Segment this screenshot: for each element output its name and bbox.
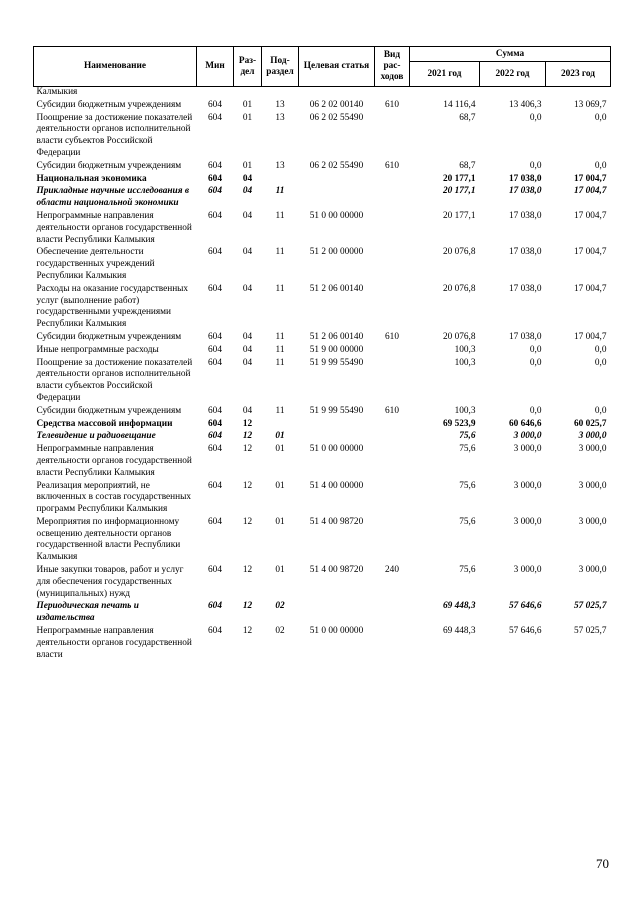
row-razdel: 12	[242, 626, 253, 637]
row-celevaya-statya	[299, 174, 375, 187]
row-sum-2021: 20 177,1	[442, 210, 476, 221]
row-sum-2023: 0,0	[594, 405, 607, 416]
row-sum-2021: 75,6	[459, 444, 476, 455]
row-vid-raskhodov	[375, 431, 410, 444]
row-sum-2022: 3 000,0	[513, 480, 542, 491]
header-name: Наименование	[34, 47, 197, 87]
row-sum-2021: 14 116,4	[443, 99, 476, 110]
row-vid-raskhodov	[375, 481, 410, 517]
row-sum-2022: 3 000,0	[513, 444, 542, 455]
row-sum-2021: 69 448,3	[442, 626, 476, 637]
row-vid-raskhodov	[375, 186, 410, 211]
table-row	[34, 186, 611, 211]
row-podrazdel: 11	[275, 247, 285, 258]
header-year-2022: 2022 год	[480, 62, 546, 87]
page-number: 70	[596, 856, 609, 871]
table-row	[34, 345, 611, 358]
row-celevaya-statya	[299, 601, 375, 626]
row-sum-2022: 0,0	[529, 112, 542, 123]
row-min: 604	[208, 173, 222, 184]
row-sum-2023: 57 025,7	[573, 601, 607, 612]
table-row	[34, 601, 611, 626]
row-min: 604	[208, 405, 222, 416]
row-vid-raskhodov: 610	[385, 331, 399, 342]
row-podrazdel: 01	[275, 431, 285, 442]
row-sum-2023: 0,0	[594, 160, 607, 171]
row-min: 604	[208, 186, 222, 197]
row-vid-raskhodov	[375, 626, 410, 662]
row-name: Непрограммные направления деятельности органов государственной власти	[36, 626, 192, 660]
row-sum-2021: 20 076,8	[442, 247, 476, 258]
row-razdel: 04	[242, 357, 253, 368]
row-min: 604	[208, 444, 222, 455]
row-celevaya-statya: 51 9 99 55490	[309, 357, 364, 368]
row-min: 604	[208, 210, 222, 221]
row-podrazdel: 01	[275, 480, 285, 491]
row-sum-2023: 13 069,7	[573, 99, 607, 110]
row-razdel: 04	[242, 405, 253, 416]
row-podrazdel: 02	[275, 626, 285, 637]
row-vid-raskhodov	[375, 444, 410, 480]
table-row	[34, 358, 611, 406]
row-razdel: 01	[242, 112, 253, 123]
row-sum-2022: 0,0	[529, 344, 542, 355]
row-min: 604	[208, 247, 222, 258]
row-sum-2022: 17 038,0	[508, 331, 542, 342]
row-sum-2021: 68,7	[459, 160, 476, 171]
row-sum-2023: 17 004,7	[573, 210, 607, 221]
row-vid-raskhodov	[375, 517, 410, 565]
row-razdel: 12	[242, 431, 253, 442]
row-celevaya-statya: 06 2 02 55490	[309, 160, 364, 171]
table-row	[34, 406, 611, 419]
table-row	[34, 174, 611, 187]
budget-table	[33, 46, 611, 662]
row-podrazdel: 13	[275, 160, 285, 171]
table-row	[34, 517, 611, 565]
row-celevaya-statya: 51 9 00 00000	[309, 344, 364, 355]
row-razdel: 12	[242, 516, 253, 527]
row-celevaya-statya	[299, 431, 375, 444]
row-celevaya-statya: 51 2 00 00000	[309, 247, 364, 258]
row-min: 604	[208, 331, 222, 342]
row-sum-2021: 68,7	[459, 112, 476, 123]
row-vid-raskhodov: 610	[385, 405, 399, 416]
row-vid-raskhodov	[375, 345, 410, 358]
row-sum-2021: 75,6	[459, 565, 476, 576]
table-row	[34, 87, 611, 100]
row-sum-2022: 13 406,3	[508, 99, 542, 110]
row-sum-2022: 17 038,0	[508, 283, 542, 294]
row-sum-2021: 75,6	[459, 431, 476, 442]
row-vid-raskhodov: 240	[385, 565, 399, 576]
table-row	[34, 100, 611, 113]
row-razdel: 12	[242, 480, 253, 491]
row-name: Субсидии бюджетным учреждениям	[36, 99, 182, 110]
row-sum-2023: 17 004,7	[573, 173, 607, 184]
row-razdel: 04	[242, 247, 253, 258]
row-min: 604	[208, 480, 222, 491]
row-sum-2022: 0,0	[529, 405, 542, 416]
row-name: Реализация мероприятий, не включенных в состав государственных программ Республики Калмыкия	[36, 480, 192, 515]
row-sum-2022: 0,0	[529, 357, 542, 368]
table-row	[34, 481, 611, 517]
row-sum-2022: 0,0	[529, 160, 542, 171]
table-row	[34, 284, 611, 332]
row-name: Субсидии бюджетным учреждениям	[36, 405, 182, 416]
header-year-2023: 2023 год	[546, 62, 611, 87]
row-sum-2022: 3 000,0	[513, 431, 542, 442]
row-celevaya-statya: 51 0 00 00000	[309, 210, 364, 221]
row-min: 604	[208, 565, 222, 576]
row-min: 604	[208, 357, 222, 368]
row-podrazdel: 01	[275, 565, 285, 576]
row-razdel: 01	[242, 99, 253, 110]
row-razdel: 04	[242, 331, 253, 342]
row-sum-2022: 3 000,0	[513, 516, 542, 527]
row-sum-2021: 20 177,1	[442, 186, 476, 197]
row-vid-raskhodov	[375, 358, 410, 406]
row-min: 604	[208, 344, 222, 355]
row-podrazdel	[262, 419, 299, 432]
table-row	[34, 113, 611, 161]
header-summa: Сумма	[410, 47, 611, 62]
row-min	[197, 87, 234, 100]
row-name: Средства массовой информации	[36, 418, 173, 429]
row-sum-2021: 100,3	[454, 344, 476, 355]
row-sum-2022: 17 038,0	[508, 210, 542, 221]
header-min: Мин	[197, 47, 234, 87]
row-podrazdel: 11	[275, 210, 285, 221]
row-sum-2021: 20 177,1	[442, 173, 476, 184]
row-sum-2023: 3 000,0	[578, 516, 607, 527]
row-razdel: 04	[242, 173, 253, 184]
row-razdel: 12	[242, 565, 253, 576]
row-min: 604	[208, 418, 222, 429]
row-sum-2021: 69 523,9	[442, 418, 476, 429]
row-name: Субсидии бюджетным учреждениям	[36, 331, 182, 342]
row-razdel: 01	[242, 160, 253, 171]
row-podrazdel	[262, 87, 299, 100]
row-sum-2022	[480, 87, 546, 100]
header-celevaya-statya: Целевая статья	[299, 47, 375, 87]
row-podrazdel: 01	[275, 516, 285, 527]
row-vid-raskhodov	[375, 87, 410, 100]
row-razdel: 12	[242, 601, 253, 612]
row-vid-raskhodov: 610	[385, 160, 399, 171]
row-name: Непрограммные направления деятельности органов государственной власти Республики Калмыкия	[36, 210, 192, 245]
table-row	[34, 419, 611, 432]
row-razdel: 04	[242, 283, 253, 294]
row-celevaya-statya: 51 0 00 00000	[309, 444, 364, 455]
table-row	[34, 626, 611, 662]
header-podrazdel: Под-раздел	[262, 47, 299, 87]
row-sum-2022: 57 646,6	[508, 601, 542, 612]
row-vid-raskhodov	[375, 211, 410, 247]
row-name: Непрограммные направления деятельности органов государственной власти Республики Калмыкия	[36, 444, 192, 478]
row-vid-raskhodov	[375, 419, 410, 432]
row-min: 604	[208, 626, 222, 637]
row-podrazdel: 13	[275, 99, 285, 110]
row-vid-raskhodov: 610	[385, 99, 399, 110]
row-sum-2023: 57 025,7	[573, 626, 607, 637]
row-celevaya-statya: 06 2 02 55490	[309, 112, 364, 123]
row-sum-2021: 75,6	[459, 516, 476, 527]
row-sum-2023: 3 000,0	[578, 480, 607, 491]
row-sum-2023: 17 004,7	[573, 247, 607, 258]
row-sum-2021: 75,6	[459, 480, 476, 491]
row-sum-2022: 3 000,0	[513, 565, 542, 576]
row-sum-2021: 100,3	[454, 405, 476, 416]
row-podrazdel: 02	[275, 601, 285, 612]
row-name: Национальная экономика	[36, 173, 147, 184]
row-min: 604	[208, 431, 222, 442]
row-name: Субсидии бюджетным учреждениям	[36, 160, 182, 171]
row-name: Обеспечение деятельности государственных учреждений Республики Калмыкия	[36, 247, 155, 281]
row-sum-2023: 17 004,7	[573, 186, 607, 197]
row-celevaya-statya	[299, 87, 375, 100]
row-min: 604	[208, 283, 222, 294]
row-celevaya-statya	[299, 419, 375, 432]
header-vid-raskhodov: Вид рас-ходов	[375, 47, 410, 87]
table-header	[34, 47, 611, 87]
row-sum-2021: 69 448,3	[442, 601, 476, 612]
row-sum-2023: 60 025,7	[573, 418, 607, 429]
row-celevaya-statya: 51 9 99 55490	[309, 405, 364, 416]
row-celevaya-statya: 51 4 00 98720	[309, 516, 364, 527]
row-sum-2022: 17 038,0	[508, 247, 542, 258]
row-podrazdel: 11	[275, 283, 285, 294]
row-name: Калмыкия	[36, 87, 78, 97]
row-podrazdel: 11	[275, 405, 285, 416]
row-vid-raskhodov	[375, 247, 410, 283]
row-sum-2022: 17 038,0	[508, 186, 542, 197]
header-razdel: Раз-дел	[234, 47, 262, 87]
row-celevaya-statya: 51 4 00 98720	[309, 565, 364, 576]
row-podrazdel: 11	[275, 357, 285, 368]
row-podrazdel: 11	[275, 344, 285, 355]
row-min: 604	[208, 601, 222, 612]
row-name: Поощрение за достижение показателей деятельности органов исполнительной власти субъектов Российской Федерации	[36, 112, 193, 158]
row-razdel: 04	[242, 210, 253, 221]
table-row	[34, 444, 611, 480]
row-vid-raskhodov	[375, 601, 410, 626]
row-name: Прикладные научные исследования в области национальной экономики	[36, 186, 189, 209]
row-min: 604	[208, 112, 222, 123]
row-sum-2023: 3 000,0	[578, 565, 607, 576]
row-razdel: 12	[242, 444, 253, 455]
budget-table-container	[33, 46, 610, 662]
row-celevaya-statya	[299, 186, 375, 211]
row-sum-2023: 17 004,7	[573, 283, 607, 294]
row-vid-raskhodov	[375, 174, 410, 187]
row-sum-2023: 0,0	[594, 344, 607, 355]
row-podrazdel	[262, 174, 299, 187]
row-podrazdel: 11	[275, 331, 285, 342]
row-sum-2023	[546, 87, 611, 100]
row-sum-2022: 57 646,6	[508, 626, 542, 637]
row-celevaya-statya: 51 2 06 00140	[309, 283, 364, 294]
row-name: Поощрение за достижение показателей деятельности органов исполнительной власти субъектов Российской Федерации	[36, 357, 193, 403]
table-row	[34, 565, 611, 601]
table-row	[34, 431, 611, 444]
row-podrazdel: 13	[275, 112, 285, 123]
row-min: 604	[208, 516, 222, 527]
row-razdel	[234, 87, 262, 100]
row-razdel: 12	[242, 418, 253, 429]
row-sum-2023: 0,0	[594, 357, 607, 368]
row-sum-2021: 20 076,8	[442, 331, 476, 342]
row-celevaya-statya: 06 2 02 00140	[309, 99, 364, 110]
row-razdel: 04	[242, 344, 253, 355]
table-row	[34, 247, 611, 283]
row-name: Периодическая печать и издательства	[36, 601, 139, 624]
row-sum-2021	[410, 87, 480, 100]
row-podrazdel: 01	[275, 444, 285, 455]
row-vid-raskhodov	[375, 113, 410, 161]
row-name: Телевидение и радиовещание	[36, 431, 156, 442]
row-sum-2021: 20 076,8	[442, 283, 476, 294]
row-sum-2022: 17 038,0	[508, 173, 542, 184]
row-razdel: 04	[242, 186, 253, 197]
row-min: 604	[208, 99, 222, 110]
row-podrazdel: 11	[275, 186, 285, 197]
row-sum-2023: 3 000,0	[578, 431, 607, 442]
table-row	[34, 332, 611, 345]
row-celevaya-statya: 51 0 00 00000	[309, 626, 364, 637]
row-name: Мероприятия по информационному освещению деятельности органов государственной власти Республики Калмыкия	[36, 516, 181, 563]
row-celevaya-statya: 51 2 06 00140	[309, 331, 364, 342]
row-sum-2021: 100,3	[454, 357, 476, 368]
row-name: Иные непрограммные расходы	[36, 344, 159, 355]
row-celevaya-statya: 51 4 00 00000	[309, 480, 364, 491]
row-sum-2023: 17 004,7	[573, 331, 607, 342]
table-row	[34, 211, 611, 247]
row-vid-raskhodov	[375, 284, 410, 332]
table-row	[34, 161, 611, 174]
row-name: Расходы на оказание государственных услуг (выполнение работ) государственными учреждениями Республики Калмыкия	[36, 283, 189, 330]
row-sum-2023: 0,0	[594, 112, 607, 123]
row-sum-2023: 3 000,0	[578, 444, 607, 455]
row-sum-2022: 60 646,6	[508, 418, 542, 429]
row-min: 604	[208, 160, 222, 171]
header-year-2021: 2021 год	[410, 62, 480, 87]
table-body	[34, 87, 611, 663]
row-name: Иные закупки товаров, работ и услуг для обеспечения государственных (муниципальных) нужд	[36, 565, 184, 599]
